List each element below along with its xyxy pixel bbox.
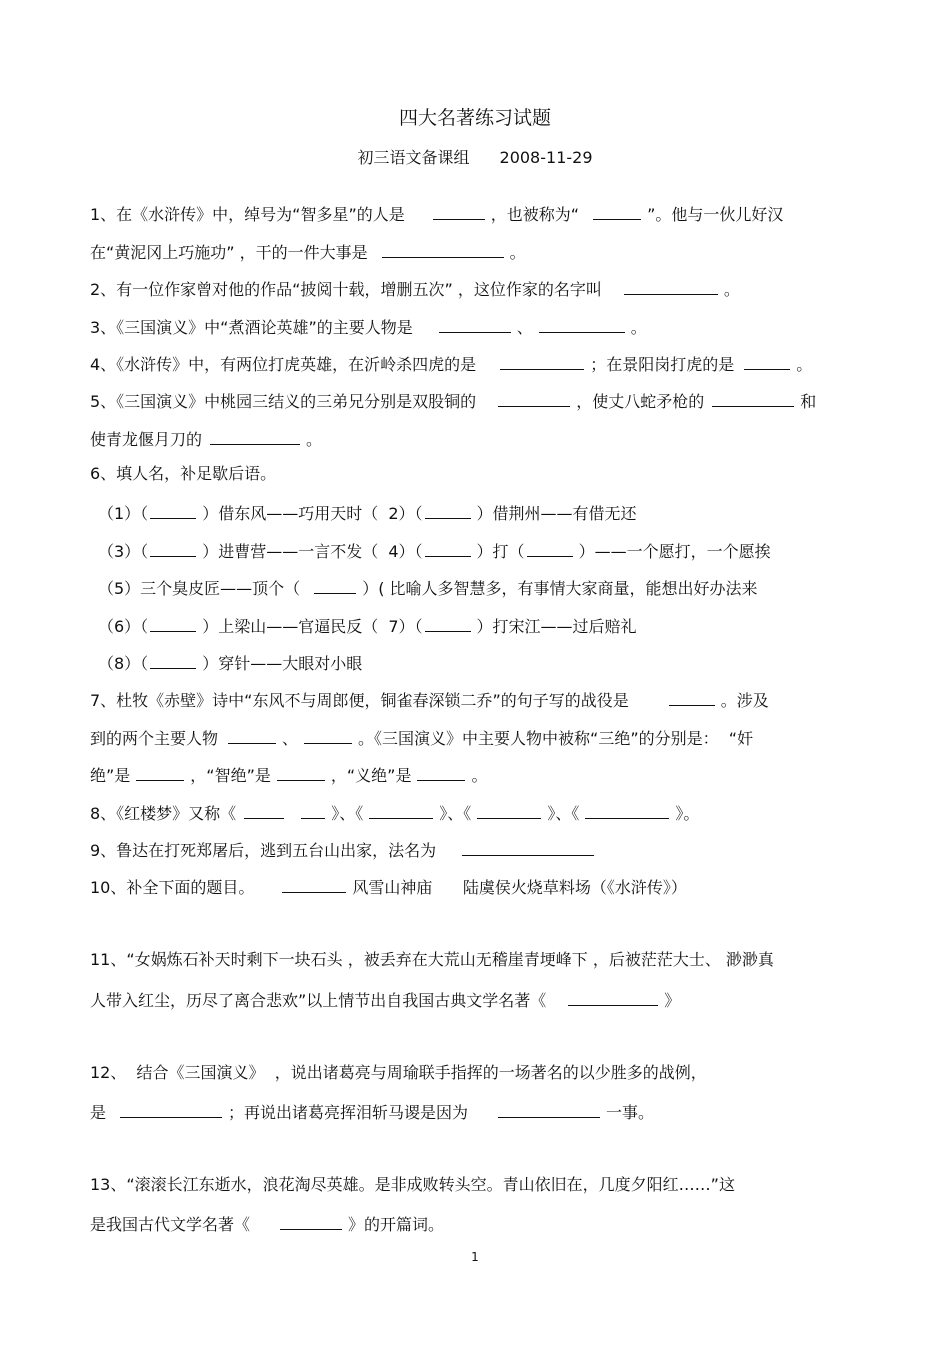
question-text: 。 — [306, 430, 323, 449]
question-text: ）上梁山——官逼民反（ 7）（ — [202, 617, 423, 636]
question-text: 》。 — [675, 804, 700, 823]
answer-blank[interactable] — [585, 801, 669, 819]
answer-blank[interactable] — [301, 801, 325, 819]
page-number: 1 — [471, 1250, 479, 1264]
question-line-q10 — [90, 875, 687, 898]
answer-blank[interactable] — [304, 726, 352, 744]
answer-blank[interactable] — [417, 763, 465, 781]
question-text: 。 — [509, 243, 526, 262]
answer-blank[interactable] — [150, 501, 196, 519]
answer-blank[interactable] — [280, 1212, 342, 1230]
question-text: 》的开篇词。 — [348, 1215, 445, 1234]
question-text: ）进曹营——一言不发（ 4）（ — [202, 542, 423, 561]
question-line-q7a — [90, 688, 769, 711]
question-line-q7b — [90, 726, 753, 749]
question-line-q6 — [90, 464, 276, 484]
question-text: 是我国古代文学名著《 — [90, 1215, 251, 1234]
answer-blank[interactable] — [498, 389, 570, 407]
answer-blank[interactable] — [120, 1100, 222, 1118]
question-text: ）穿针——大眼对小眼 — [202, 654, 363, 673]
answer-blank[interactable] — [314, 576, 356, 594]
answer-blank[interactable] — [712, 389, 794, 407]
question-text: ）打宋江——过后赔礼 — [476, 617, 637, 636]
answer-blank[interactable] — [425, 539, 471, 557]
question-text: 1、在《水浒传》中，绰号为“智多星”的人是 — [90, 205, 405, 224]
question-line-q5b — [90, 427, 322, 450]
question-text: 》 — [664, 991, 681, 1010]
answer-blank[interactable] — [244, 801, 284, 819]
answer-blank[interactable] — [498, 1100, 600, 1118]
question-text: 、 — [282, 729, 299, 748]
question-text: （1）（ — [98, 504, 149, 523]
question-line-q9 — [90, 838, 600, 861]
answer-blank[interactable] — [568, 988, 658, 1006]
question-text: ）——一个愿打，一个愿挨 — [578, 542, 771, 561]
question-text: （3）（ — [98, 542, 149, 561]
question-text: 3、《三国演义》中“煮酒论英雄”的主要人物是 — [90, 318, 413, 337]
question-line-q6e — [98, 651, 362, 674]
question-text: 8、《红楼梦》又称《 — [90, 804, 237, 823]
question-text: 。涉及 — [720, 691, 769, 710]
question-line-q6b — [98, 539, 771, 562]
answer-blank[interactable] — [425, 614, 471, 632]
answer-blank[interactable] — [439, 315, 511, 333]
question-line-q7c — [90, 763, 488, 786]
question-text: 10、补全下面的题目。 — [90, 878, 255, 897]
question-text: （5）三个臭皮匠——顶个（ — [98, 579, 301, 598]
answer-blank[interactable] — [228, 726, 276, 744]
question-text: ）打（ — [476, 542, 525, 561]
question-line-q12b — [90, 1100, 654, 1123]
page-subtitle — [0, 145, 950, 168]
question-text: （8）（ — [98, 654, 149, 673]
page-title: 四大名著练习试题 — [398, 107, 551, 129]
answer-blank[interactable] — [593, 202, 641, 220]
question-text: ，“义绝”是 — [330, 766, 412, 785]
question-text: ，也被称为“ — [490, 205, 580, 224]
question-text: 、 — [516, 318, 533, 337]
question-line-q5a — [90, 389, 816, 412]
question-line-q13a — [90, 1175, 735, 1195]
answer-blank[interactable] — [500, 352, 584, 370]
question-text: ，使丈八蛇矛枪的 — [576, 392, 705, 411]
question-text: 。 — [471, 766, 488, 785]
question-text: 在“黄泥冈上巧施功” ，干的一件大事是 — [90, 243, 368, 262]
question-line-q6d — [98, 614, 637, 637]
answer-blank[interactable] — [150, 651, 196, 669]
question-text: 9、鲁达在打死郑屠后，逃到五台山出家，法名为 — [90, 841, 437, 860]
question-line-q8 — [90, 801, 699, 824]
answer-blank[interactable] — [527, 539, 573, 557]
answer-blank[interactable] — [136, 763, 184, 781]
author-group: 初三语文备课组 — [357, 148, 470, 167]
question-text: ；在景阳岗打虎的是 — [590, 355, 735, 374]
answer-blank[interactable] — [669, 688, 715, 706]
question-text: 。 — [796, 355, 813, 374]
question-text: 和 — [800, 392, 817, 411]
question-line-q6c — [98, 576, 758, 599]
question-text: 。《三国演义》中主要人物中被称“三绝”的分别是： “奸 — [358, 729, 754, 748]
question-text: 。 — [723, 280, 740, 299]
question-text: ）借荆州——有借无还 — [476, 504, 637, 523]
question-line-q11b — [90, 988, 680, 1011]
question-text: 绝”是 — [90, 766, 131, 785]
answer-blank[interactable] — [477, 801, 541, 819]
question-text: 11、“女娲炼石补天时剩下一块石头 ，被丢弃在大荒山无稽崖青埂峰下 ，后被茫茫大士、 渺渺真 — [90, 950, 774, 969]
question-text: 一事。 — [606, 1103, 655, 1122]
question-line-q13b — [90, 1212, 444, 1235]
question-text: ）借东风——巧用天时（ 2）（ — [202, 504, 423, 523]
question-text — [290, 804, 295, 823]
question-text: ”。他与一伙儿好汉 — [647, 205, 784, 224]
date: 2008-11-29 — [499, 148, 593, 167]
question-line-q1a — [90, 202, 783, 225]
answer-blank[interactable] — [433, 202, 485, 220]
question-text: 。 — [630, 318, 647, 337]
question-text: 》、《 — [439, 804, 472, 823]
question-line-q11a — [90, 950, 774, 970]
answer-blank[interactable] — [462, 838, 594, 856]
answer-blank[interactable] — [150, 614, 196, 632]
question-text: ）( 比喻人多智慧多，有事情大家商量，能想出好办法来 — [362, 579, 758, 598]
answer-blank[interactable] — [150, 539, 196, 557]
answer-blank[interactable] — [539, 315, 625, 333]
question-text: 到的两个主要人物 — [90, 729, 219, 748]
question-line-q6a — [98, 501, 637, 524]
question-text: 是 — [90, 1103, 107, 1122]
answer-blank[interactable] — [382, 240, 504, 258]
question-line-q12a — [90, 1063, 707, 1083]
answer-blank[interactable] — [277, 763, 325, 781]
question-text: 风雪山神庙 陆虞侯火烧草料场（《水浒传》） — [352, 878, 687, 897]
answer-blank[interactable] — [744, 352, 790, 370]
answer-blank[interactable] — [425, 501, 471, 519]
question-text: 13、“滚滚长江东逝水，浪花淘尽英雄。是非成败转头空。青山依旧在，几度夕阳红……”这 — [90, 1175, 735, 1194]
question-text: 7、杜牧《赤壁》诗中“东风不与周郎便，铜雀春深锁二乔”的句子写的战役是 — [90, 691, 629, 710]
question-text: 人带入红尘，历尽了离合悲欢”以上情节出自我国古典文学名著《 — [90, 991, 547, 1010]
question-text: 》、《 — [331, 804, 364, 823]
question-line-q3 — [90, 315, 647, 338]
question-text: ；再说出诸葛亮挥泪斩马谡是因为 — [228, 1103, 469, 1122]
answer-blank[interactable] — [369, 801, 433, 819]
answer-blank[interactable] — [210, 427, 300, 445]
question-text: 使青龙偃月刀的 — [90, 430, 203, 449]
question-text: 4、《水浒传》中，有两位打虎英雄，在沂岭杀四虎的是 — [90, 355, 477, 374]
question-text: （6）（ — [98, 617, 149, 636]
question-text: ，“智绝”是 — [190, 766, 271, 785]
question-text: 》、《 — [547, 804, 580, 823]
question-text: 2、有一位作家曾对他的作品“披阅十载，增删五次” ，这位作家的名字叫 — [90, 280, 602, 299]
answer-blank[interactable] — [282, 875, 346, 893]
question-text: 5、《三国演义》中桃园三结义的三弟兄分别是双股铜的 — [90, 392, 477, 411]
question-text: 6、填人名，补足歇后语。 — [90, 464, 277, 483]
answer-blank[interactable] — [624, 277, 718, 295]
question-text: 12、 结合《三国演义》 ，说出诸葛亮与周瑜联手指挥的一场著名的以少胜多的战例， — [90, 1063, 707, 1082]
question-line-q1b — [90, 240, 540, 263]
question-line-q4 — [90, 352, 812, 375]
question-line-q2 — [90, 277, 740, 300]
